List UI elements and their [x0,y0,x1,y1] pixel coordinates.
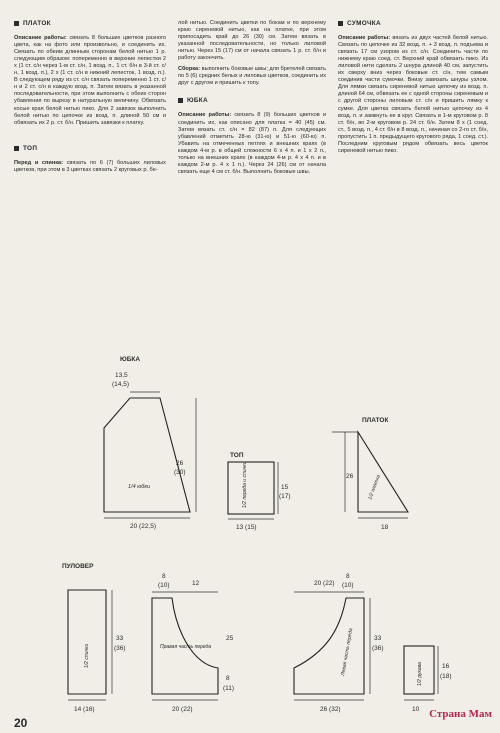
front-side: 8 [226,675,230,682]
top-outline [228,462,274,514]
sleeve-top2: 20 (22) [314,580,335,587]
sweater-left-front-label: Левая часть переда [340,627,355,677]
front-top2: 12 [192,580,200,587]
shawl-diagram [332,417,408,531]
watermark: Страна Мам [429,708,492,720]
front-side-alt: (11) [223,685,235,692]
sweater-back-h-alt: (36) [114,645,126,652]
skirt-bottom-dim: 20 (22,5) [130,523,157,530]
sleeve-bottom: 26 (32) [320,706,341,713]
small-side-alt: (18) [440,673,452,680]
skirt-side-dim: 26 [176,460,184,467]
top-bottom-dim: 13 (15) [236,524,257,531]
sleeve-top1: 8 [346,573,350,580]
small-bottom: 10 [412,706,420,713]
sweater-back-label: 1/2 спинки [84,643,90,668]
top-side-dim-alt: (17) [279,493,291,500]
sweater-back-h: 33 [116,635,124,642]
top-side-dim: 15 [281,484,289,491]
skirt-part-label: 1/4 юбки [128,484,151,490]
shawl-bottom-dim: 18 [381,524,389,531]
front-bottom: 20 (22) [172,706,193,713]
shawl-title: ПЛАТОК [362,417,389,424]
skirt-title: ЮБКА [120,356,141,363]
shawl-part-label: 1/2 платка [367,474,382,501]
section-heading-shawl: ПЛАТОК [14,20,166,27]
top-instructions-continued: лой нитью. Соединить цветки по бокам и по верхнему краю сиреневой нитью, как на платке, при этом припосадить край до 26 (30) см. Затем вязать в указанной последовательности, но только лиловой нитью. Через 15 (17) см от начала связать 1 р. ст. б/н и работу закончить. [178,20,326,62]
shawl-side-dim: 26 [346,473,354,480]
sleeve-top1-alt: (10) [342,582,354,589]
skirt-top-dim: 13,5 [115,372,128,379]
skirt-side-dim-alt: (30) [174,469,186,476]
sweater-back-bottom: 14 (16) [74,706,95,713]
sweater-left-front-outline [294,598,364,694]
assembly-instructions: Сборка: выполнить боковые швы; для бретелей связать по 5 (6) средних белых и лиловых цветков, соединить их друг с другом и пришить к топу. [178,66,326,87]
top-title: ТОП [230,452,244,459]
front-h: 25 [226,635,234,642]
sweater-back-outline [68,590,106,694]
top-instructions: Перед и спинка: связать по 6 (7) больших лиловых цветков, при этом в 3 цветках связать 2 круговых р. бе- [14,159,166,173]
sweater-front-label: Правая часть переда [160,644,212,650]
top-part-label: 1/2 переда и спинки [242,461,248,508]
section-heading-bag: СУМОЧКА [338,20,488,27]
skirt-outline [104,398,190,512]
shawl-instructions: Описание работы: связать 8 больших цветков разного цвета, как на фото или произвольно, и соединить их. Связать по обеим длинным сторонам белой нитью 1 р. следующим образом: попеременно в верхние лепестки 2 х (1 ст. с/н через 1-м ст. с/н, 1 возд. п., 1 ст. б/н в 3-й ст. с/н, 1 возд. п.), 2 х (1 ст. с/н в нижний лепесток, 1 возд. п.). В следующем ряду из ст. с/н связать попеременно 1 ст. с/н и 2 ст. с/н в каждую возд. п. Затем вязать в указанной последовательности, при этом выполнить с обеих сторон убавления по вырезу в натуральную величину. Обвязать косые края белой нитью пико. Для 2 завязок выполнить белой нитью по цепочке из возд. п. длиной 50 см и обвязать их 2 р. ст. б/н. Пришить завязки к платку. [14,35,167,126]
sleeve-h: 33 [374,635,382,642]
skirt-instructions: Описание работы: связать 8 (9) больших цветков и соединить их, как описано для платка = 40 (45) см. Затем вязать ст. с/н = 82 (87) п. Для следующих убавлений отметить 28-ю (31-ю) и 51-ю (60-ю) п. Убавить на отмеченных петлях и внешних краях (в каждом 4-м р. в общей сложности 6 х 4 п. и 1 х 2 п., только на внешних краях (в каждом 4-м р. 4 х 4 п. и в каждом 2-м р. 4 х 1 п.). Через 24 (26) см от начала связать еще 4 см ст. б/н. Выполнить боковые швы. [178,112,326,175]
section-heading-top: ТОП [14,145,166,152]
sweater-diagram [62,563,452,713]
skirt-diagram [104,356,196,530]
page-number: 20 [14,716,28,730]
sweater-title: ПУЛОВЕР [62,563,94,570]
shawl-outline [358,432,408,512]
sleeve-h-alt: (36) [372,645,384,652]
top-diagram [228,452,291,531]
section-heading-skirt: ЮБКА [178,97,326,104]
sweater-sleeve-label: 1/2 рукава [417,662,423,686]
front-top1: 8 [162,573,166,580]
bag-instructions: Описание работы: вязать из двух частей белой нитью. Связать по цепочке из 32 возд. п. + 3 возд. п. подъема и связать 17 см узором из ст. с/н. Соединить части по нижнему краю соед. ст. Верхний край обвязать пико. Из лиловой нити сделать 2 шнура длиной 40 см, запустить их сверху вниз через боковые ст. с/н, тем самым соединив части сумочки. Внизу завязать шнуры узлом. Для лямки связать сиреневой нитью цепочку из возд. п. длиной 64 см, обвязать ее с одной стороны сиреневым и с другой стороны лиловым ст. с/н и пришить лямку к сумке. Для цветка связать белой нитью цепочку из 4 возд. п. и замкнуть ее в круг. Связать в 1-м круговом р. 8 ст. б/н, во 2-м круговом р. 24 ст. б/н. Затем 8 х (1 соед. ст., 5 возд. п., 4 ст. б/н в 8 возд. п., начиная со 2-го ст. б/н, пропустить 1 п. предыдущего кругового ряда, 1 соед. ст.). Последним круговым рядом обвязать весь цветок сиреневой нитью пико. [338,35,488,154]
skirt-top-dim-alt: (14,5) [112,381,129,388]
small-side: 16 [442,663,450,670]
front-top1-alt: (10) [158,582,170,589]
